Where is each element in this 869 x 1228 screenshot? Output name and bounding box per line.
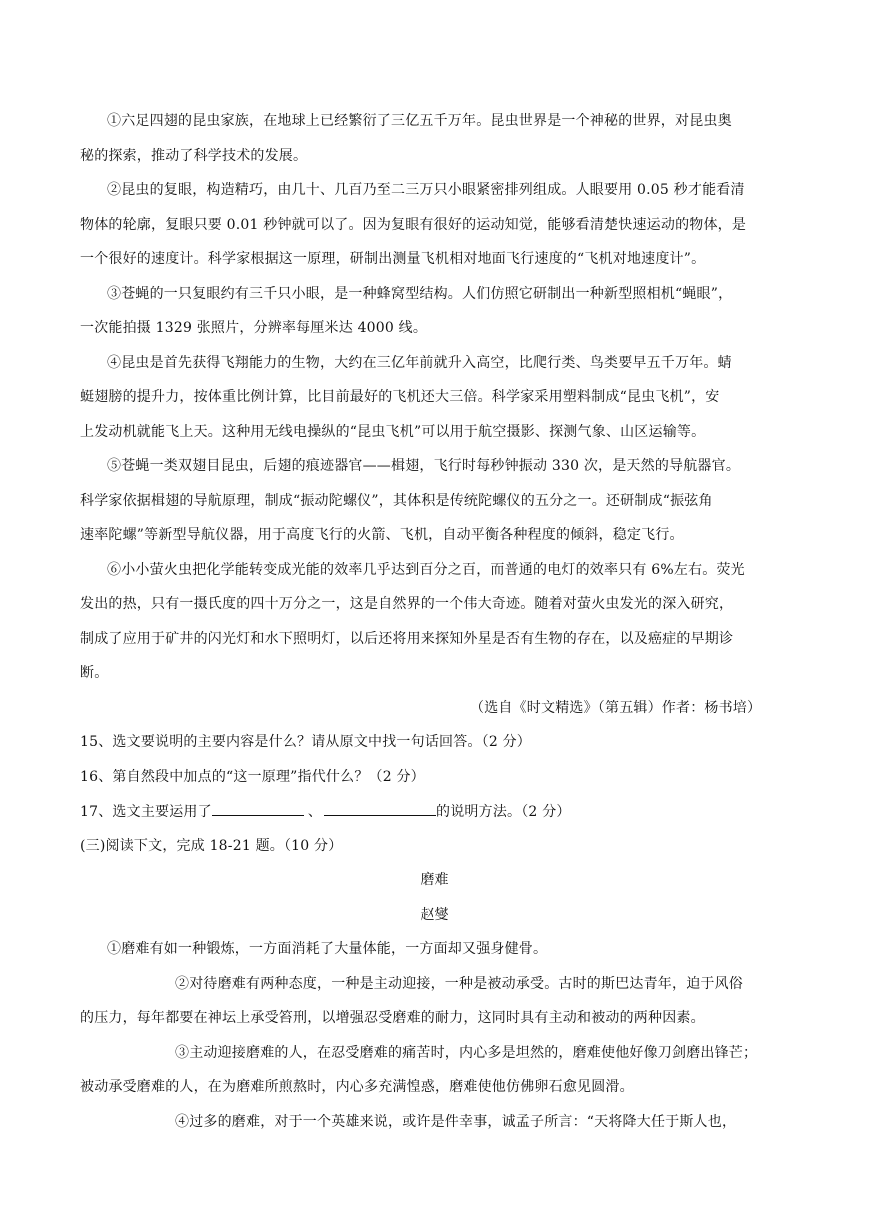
question-15: 15、选文要说明的主要内容是什么？请从原文中找一句话回答。（2 分） [80,734,531,750]
article1-p5-line2: 科学家依据楫翅的导航原理，制成“振动陀螺仪”，其体积是传统陀螺仪的五分之一。还研制成“振弦角 [80,493,713,509]
section3-p2-line1: ②对待磨难有两种态度，一种是主动迎接，一种是被动承受。古时的斯巴达青年，迫于风俗 [175,976,743,992]
section3-p1: ①磨难有如一种锻炼，一方面消耗了大量体能，一方面却又强身健骨。 [107,941,548,957]
article1-p3-line2: 一次能拍摄 1329 张照片，分辨率每厘米达 4000 线。 [80,320,428,336]
section3-p2-line2: 的压力，每年都要在神坛上承受笞刑，以增强忍受磨难的耐力，这同时具有主动和被动的两种因素。 [80,1010,705,1026]
article1-p4-line1: ④昆虫是首先获得飞翔能力的生物，大约在三亿年前就升入高空，比爬行类、鸟类要早五千万年。蜻 [107,355,732,371]
article1-p5-line3: 速率陀螺”等新型导航仪器，用于高度飞行的火箭、飞机，自动平衡各种程度的倾斜，稳定飞行。 [80,527,684,543]
article1-p1-line1: ①六足四翅的昆虫家族，在地球上已经繁衍了三亿五千万年。昆虫世界是一个神秘的世界，对昆虫奥 [107,113,732,129]
question-17-suffix: 的说明方法。（2 分） [436,804,571,820]
section3-author: 赵燮 [420,907,449,923]
article1-p4-line3: 上发动机就能飞上天。这种用无线电操纵的“昆虫飞机”可以用于航空摄影、探测气象、山区运输等。 [80,424,706,440]
section3-title: 磨难 [420,872,449,888]
article1-p4-line2: 蜓翅膀的提升力，按体重比例计算，比目前最好的飞机还大三倍。科学家采用塑料制成“昆虫飞机”，安 [80,389,720,405]
article1-p6-line2: 发出的热，只有一摄氏度的四十万分之一，这是自然界的一个伟大奇迹。随着对萤火虫发光的深入研究， [80,596,734,612]
question-17 [80,801,571,822]
article1-p2-line2: 物体的轮廓，复眼只要 0.01 秒钟就可以了。因为复眼有很好的运动知觉，能够看清楚快速运动的物体，是 [80,217,747,233]
article1-p6-line3: 制成了应用于矿井的闪光灯和水下照明灯，以后还将用来探知外星是否有生物的存在，以及癌症的早期诊 [80,631,734,647]
article1-p1-line2: 秘的探索，推动了科学技术的发展。 [80,148,308,164]
article1-p5-line1: ⑤苍蝇一类双翅目昆虫，后翅的痕迹器官——楫翅，飞行时每秒钟振动 330 次，是天然的导航器官。 [107,458,741,474]
question-16: 16、第自然段中加点的“这一原理”指代什么？（2 分） [80,769,425,785]
answer-blank-2[interactable] [324,801,436,816]
question-17-prefix: 17、选文主要运用了 [80,804,212,820]
section3-p4-line1: ④过多的磨难，对于一个英雄来说，或许是件幸事，诚孟子所言：“天将降大任于斯人也， [175,1114,737,1130]
section3-p3-line2: 被动承受磨难的人，在为磨难所煎熬时，内心多充满惶惑，磨难使他仿佛卵石愈见圆滑。 [80,1079,634,1095]
article1-p6-line4: 断。 [80,665,109,681]
article1-p3-line1: ③苍蝇的一只复眼约有三千只小眼，是一种蜂窝型结构。人们仿照它研制出一种新型照相机“蝇眼”， [107,286,733,302]
article1-p2-line3: 一个很好的速度计。科学家根据这一原理，研制出测量飞机相对地面飞行速度的“飞机对地速度计”。 [80,251,706,267]
article1-source: （选自《时文精选》（第五辑）作者：杨书培） [470,700,762,716]
section3-heading: (三)阅读下文，完成 18-21 题。（10 分） [80,838,343,854]
question-17-separator: 、 [307,804,323,820]
article1-p6-line1: ⑥小小萤火虫把化学能转变成光能的效率几乎达到百分之百，而普通的电灯的效率只有 6%左右。荧光 [107,562,745,578]
answer-blank-1[interactable] [212,801,304,816]
article1-p2-line1: ②昆虫的复眼，构造精巧，由几十、几百乃至二三万只小眼紧密排列组成。人眼要用 0.05 秒才能看清 [107,182,745,198]
section3-p3-line1: ③主动迎接磨难的人，在忍受磨难的痛苦时，内心多是坦然的，磨难使他好像刀剑磨出锋芒； [175,1045,758,1061]
